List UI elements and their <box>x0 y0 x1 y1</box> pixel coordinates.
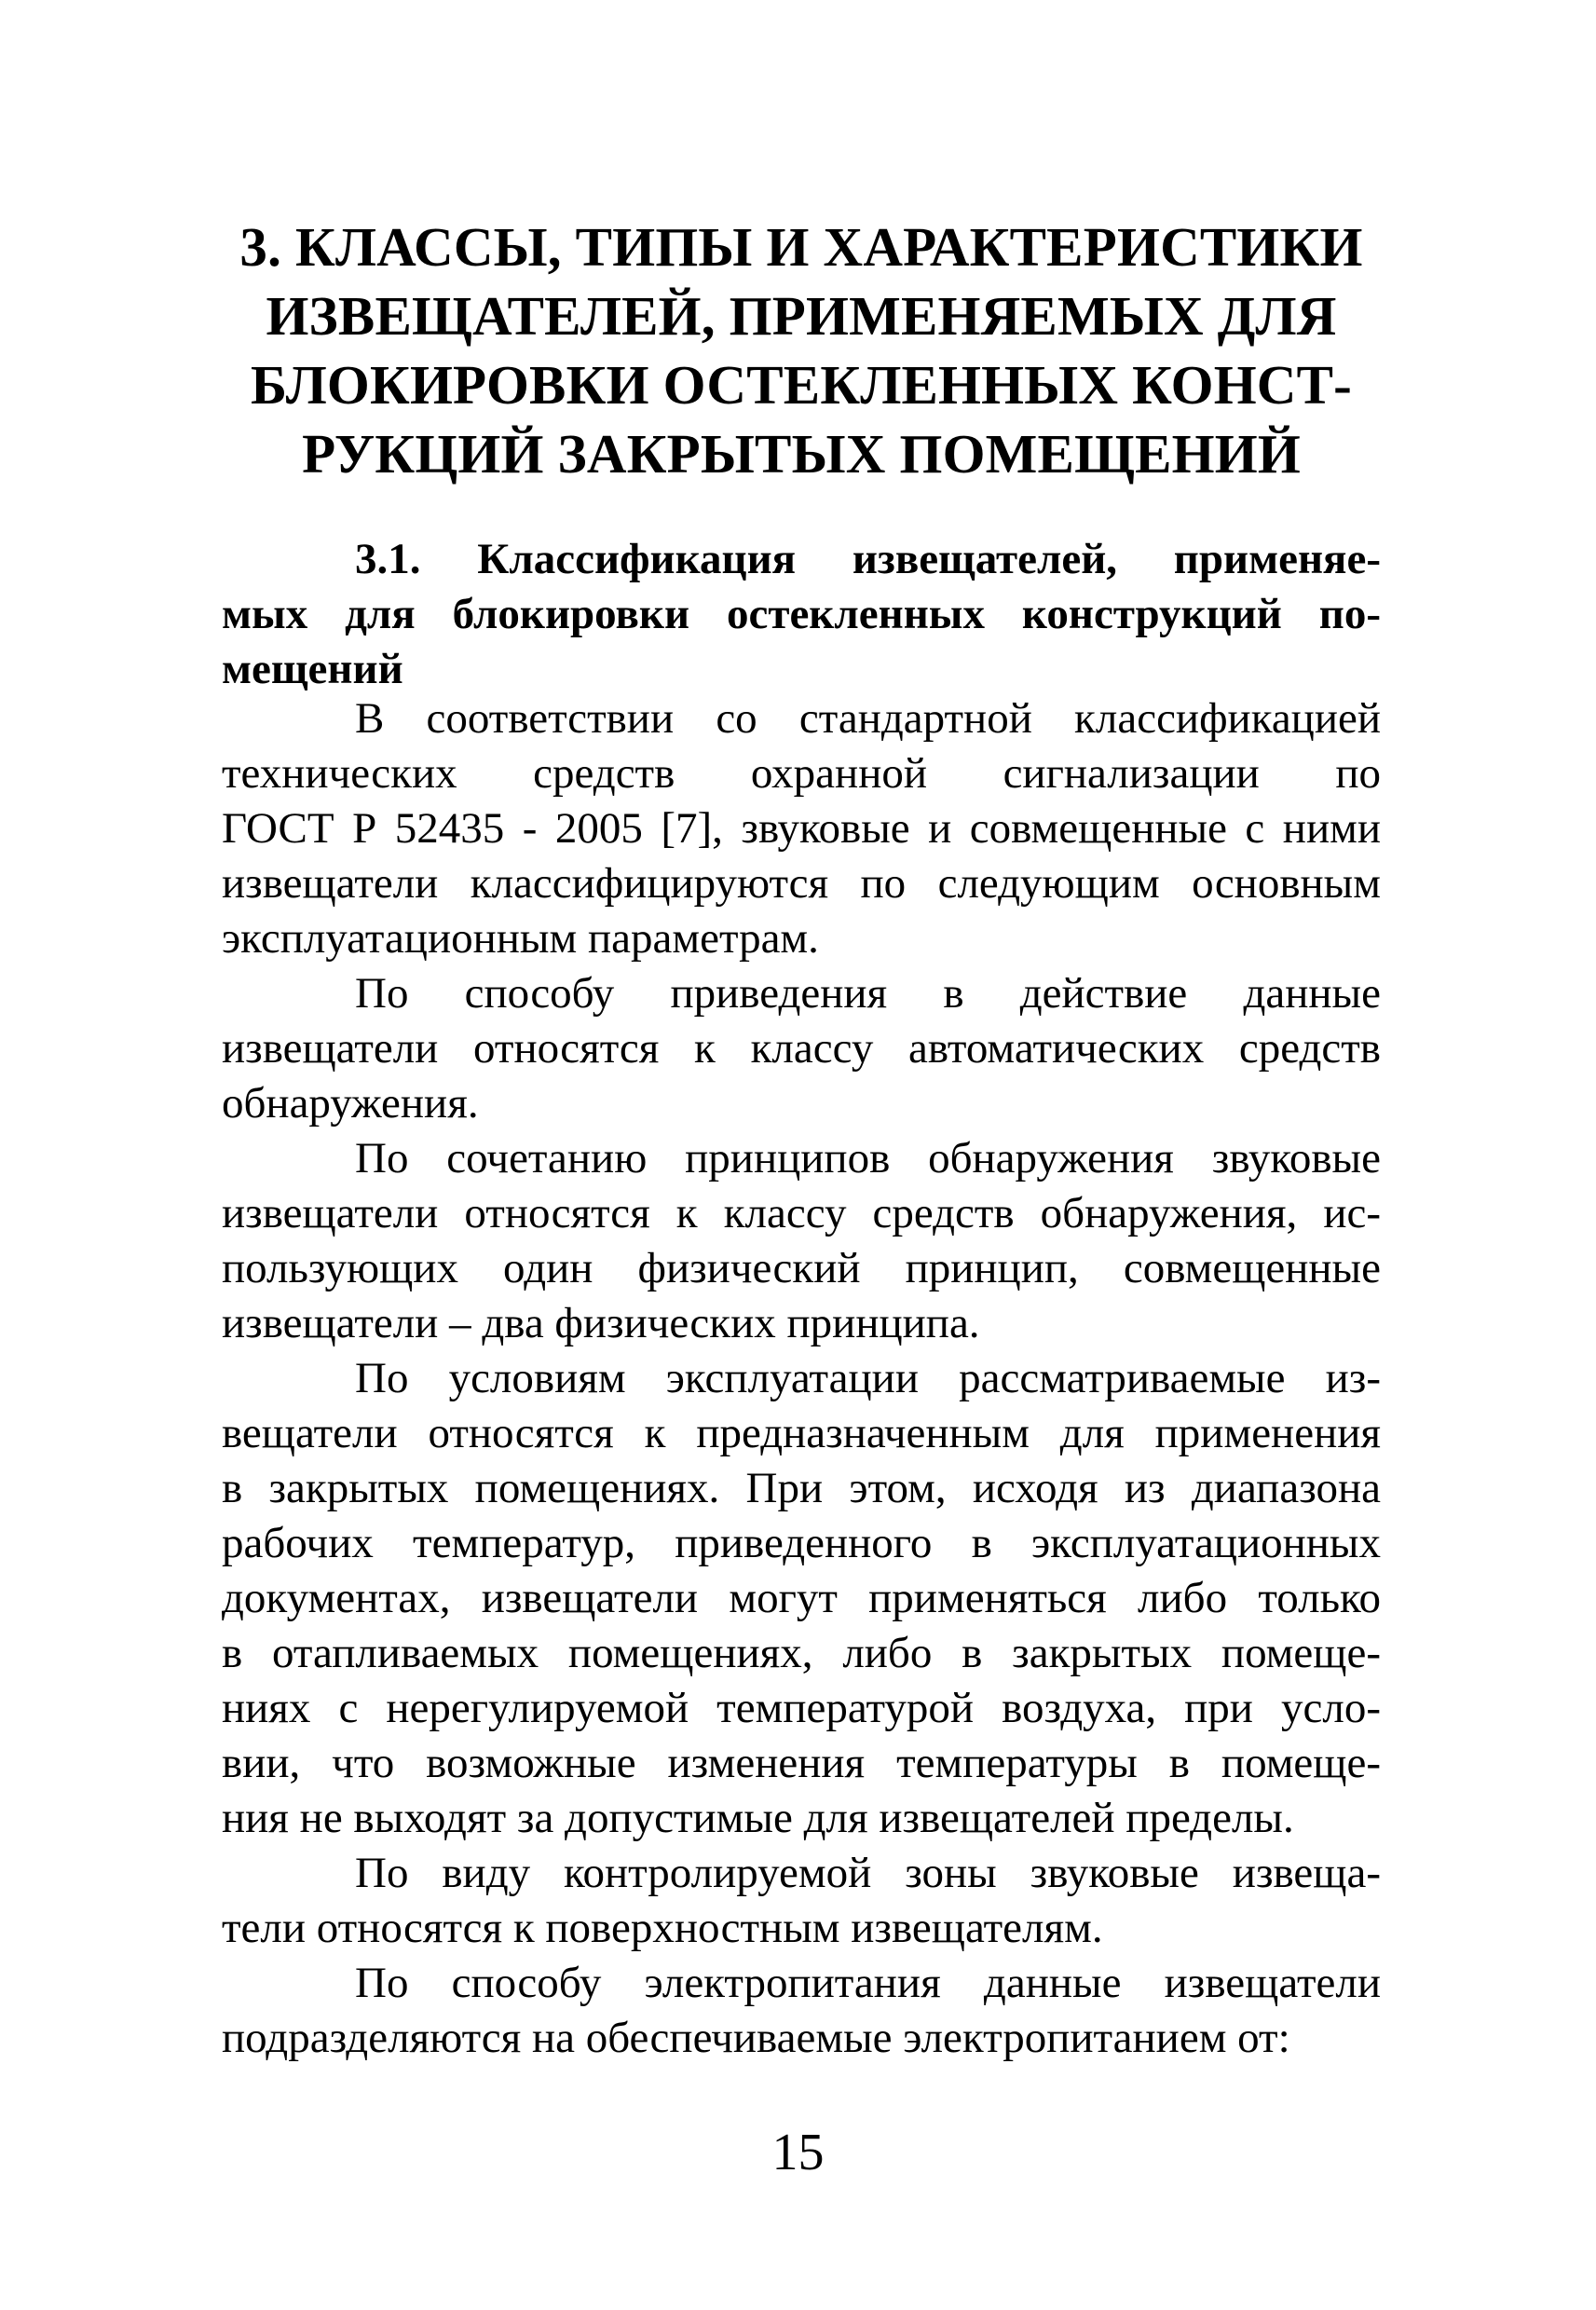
text-line: тели относятся к поверхностным извещателям. <box>222 1904 1103 1952</box>
text-line: ниях с нерегулируемой температурой воздуха, при усло- <box>222 1684 1381 1732</box>
paragraph-detection-principles <box>222 1131 1381 1351</box>
text-line: В соответствии со стандартной классификацией <box>355 694 1381 743</box>
text-line: рабочих температур, приведенного в эксплуатационных <box>222 1519 1381 1567</box>
text-line: в закрытых помещениях. При этом, исходя из диапазона <box>222 1464 1381 1512</box>
section-title-line: 3.1. Классификация извещателей, применяе- <box>355 535 1381 583</box>
text-line: вещатели относятся к предназначенным для применения <box>222 1409 1381 1457</box>
text-line: По способу электропитания данные извещатели <box>355 1959 1381 2007</box>
paragraph-classification-intro <box>222 691 1381 966</box>
section-title-line: мых для блокировки остекленных конструкций по- <box>222 590 1381 638</box>
text-line: подразделяются на обеспечиваемые электропитанием от: <box>222 2014 1290 2062</box>
text-line: технических средств охранной сигнализации по <box>222 749 1381 798</box>
text-line: По виду контролируемой зоны звуковые извеща- <box>355 1849 1381 1897</box>
chapter-title-line: 3. КЛАССЫ, ТИПЫ И ХАРАКТЕРИСТИКИ <box>239 216 1363 278</box>
text-line: извещатели относятся к классу средств обнаружения, ис- <box>222 1189 1381 1237</box>
paragraph-controlled-zone <box>222 1846 1381 1956</box>
text-line: эксплуатационным параметрам. <box>222 914 819 963</box>
page-number: 15 <box>771 2124 825 2181</box>
chapter-title <box>224 212 1379 488</box>
chapter-title-line: БЛОКИРОВКИ ОСТЕКЛЕННЫХ КОНСТ- <box>250 354 1353 416</box>
text-line: обнаружения. <box>222 1079 479 1128</box>
text-line: ния не выходят за допустимые для извещателей пределы. <box>222 1794 1294 1842</box>
text-line: По сочетанию принципов обнаружения звуковые <box>355 1134 1381 1182</box>
paragraph-power-supply <box>222 1956 1381 2066</box>
text-line: извещатели относятся к классу автоматических средств <box>222 1024 1381 1073</box>
section-title-line: мещений <box>222 645 403 693</box>
text-line: По способу приведения в действие данные <box>355 969 1381 1018</box>
paragraph-operating-conditions <box>222 1351 1381 1846</box>
text-line: извещатели – два физических принципа. <box>222 1299 980 1347</box>
text-line: извещатели классифицируются по следующим основным <box>222 859 1381 908</box>
chapter-title-line: ИЗВЕЩАТЕЛЕЙ, ПРИМЕНЯЕМЫХ ДЛЯ <box>266 285 1337 347</box>
paragraph-activation-method <box>222 966 1381 1131</box>
text-line: вии, что возможные изменения температуры в помеще- <box>222 1739 1381 1787</box>
text-line: ГОСТ Р 52435 - 2005 [7], звуковые и совмещенные с ними <box>222 804 1381 853</box>
body-text <box>222 691 1381 2066</box>
text-line: пользующих один физический принцип, совмещенные <box>222 1244 1381 1292</box>
text-line: документах, извещатели могут применяться либо только <box>222 1574 1381 1622</box>
text-line: в отапливаемых помещениях, либо в закрытых помеще- <box>222 1629 1381 1677</box>
section-title <box>222 532 1381 697</box>
chapter-title-line: РУКЦИЙ ЗАКРЫТЫХ ПОМЕЩЕНИЙ <box>302 423 1301 485</box>
text-line: По условиям эксплуатации рассматриваемые из- <box>355 1354 1381 1402</box>
